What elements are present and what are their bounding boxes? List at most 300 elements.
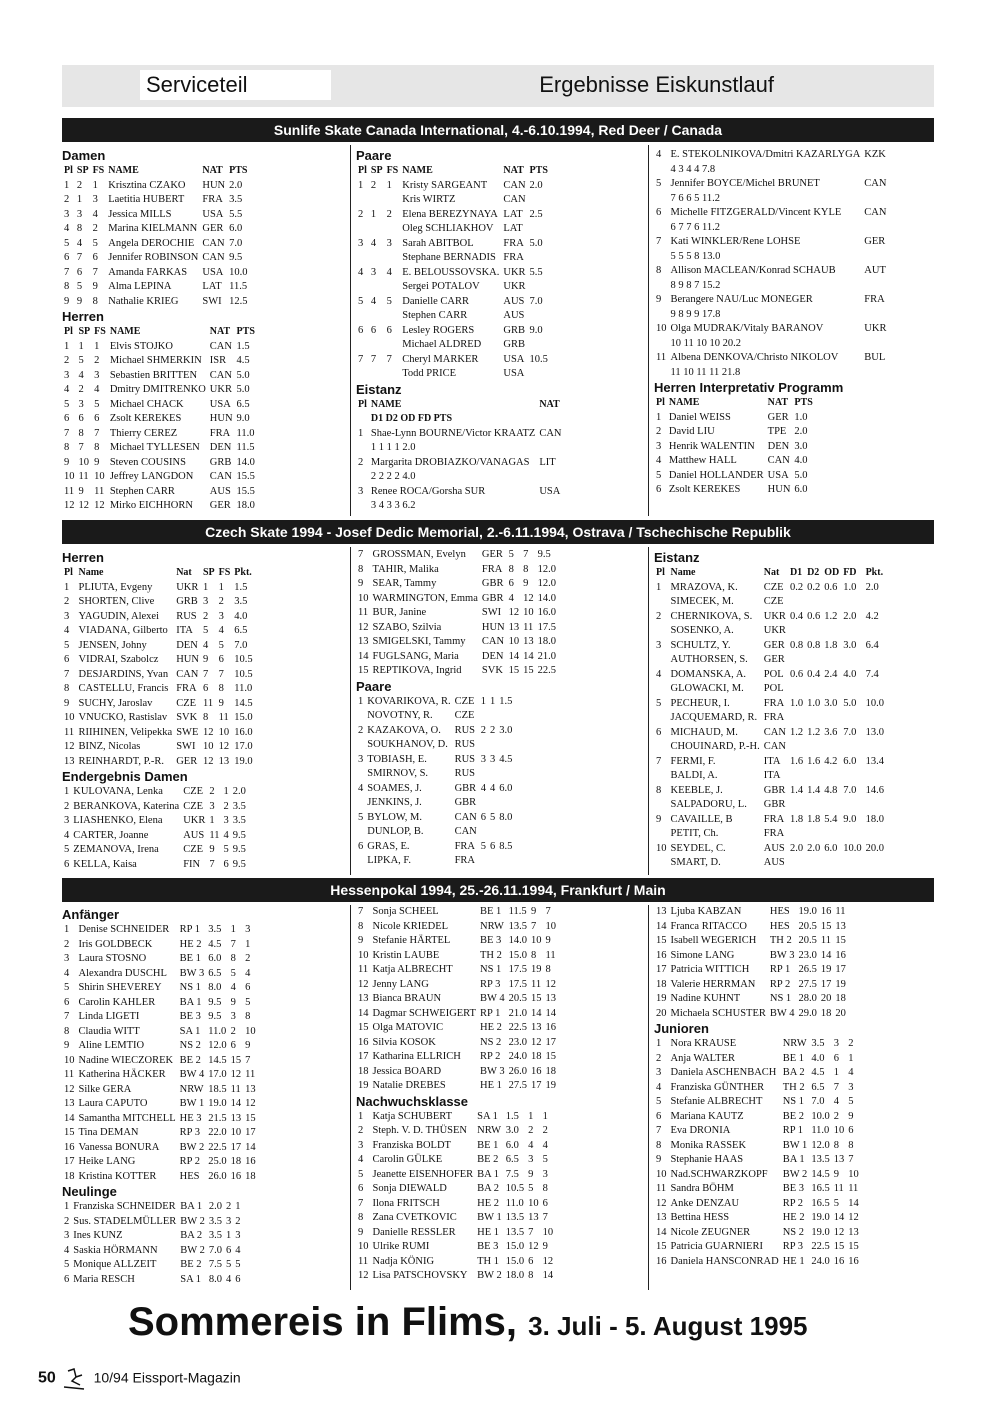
table-cell: [369, 280, 385, 295]
table-cell: KOVARIKOVA, R.: [367, 695, 451, 707]
table-cell: SWI: [481, 607, 502, 618]
table-cell: 15.0: [505, 1241, 525, 1252]
table-row: [62, 726, 255, 741]
table-cell: Claudia WITT: [78, 1025, 140, 1037]
table-row: [62, 1200, 242, 1215]
table-row: [356, 825, 514, 840]
table-cell: [488, 709, 497, 724]
table-cell: 13: [230, 1112, 242, 1124]
table-cell: 1: [542, 1110, 548, 1122]
table-cell: [788, 827, 805, 842]
table-cell: 12: [64, 1083, 75, 1095]
table-cell: 4: [370, 237, 377, 249]
table-cell: Daniela ASCHENBACH: [670, 1067, 777, 1078]
table-cell: BA 1: [180, 1201, 203, 1212]
table-row: [62, 1126, 258, 1141]
table-cell: 2: [64, 1215, 70, 1227]
table-cell: 2.0: [789, 842, 804, 854]
table-cell: NOVOTNY, R.: [367, 710, 433, 721]
table-row: [654, 1095, 861, 1110]
table-cell: 11.5: [229, 281, 248, 292]
table-cell: 2: [542, 1125, 548, 1136]
table-cell: 13: [545, 993, 556, 1004]
table-row: [62, 1244, 242, 1259]
results-table: [62, 1200, 242, 1287]
ice-dance-table: [654, 148, 888, 380]
table-cell: Pl: [64, 326, 73, 337]
table-cell: Michael SHMERKIN: [109, 355, 202, 366]
table-cell: Cheryl MARKER: [402, 353, 479, 365]
table-cell: 10: [358, 592, 369, 604]
table-cell: Pl: [656, 567, 665, 578]
table-cell: 8: [545, 964, 551, 975]
table-cell: [356, 854, 365, 869]
table-row: [654, 322, 888, 337]
table-cell: 1.2: [824, 610, 838, 622]
table-cell: [805, 769, 822, 784]
table-cell: [805, 827, 822, 842]
table-row: [654, 1197, 861, 1212]
table-cell: LAT: [202, 281, 222, 292]
table-cell: Name: [78, 567, 104, 578]
table-cell: 2: [235, 1215, 241, 1227]
table-cell: USA: [503, 368, 525, 379]
table-cell: 12: [530, 1036, 542, 1048]
table-cell: NAME: [370, 398, 402, 410]
table-cell: 4: [223, 829, 229, 841]
table-cell: 8: [542, 1183, 548, 1194]
category-title: Paare: [356, 148, 392, 163]
table-cell: 16: [230, 1170, 242, 1182]
table-cell: 1.0: [807, 697, 821, 709]
table-cell: Linda LIGETI: [78, 1011, 140, 1022]
table-cell: 13.0: [865, 726, 884, 738]
table-cell: 9: [358, 1226, 364, 1238]
table-cell: 6.0: [843, 755, 857, 767]
table-cell: 4: [78, 369, 84, 381]
table-row: [654, 668, 886, 683]
table-cell: 19.0: [811, 1212, 830, 1223]
table-cell: 18: [820, 1007, 832, 1019]
table-cell: CAN: [864, 207, 887, 218]
table-row: [62, 800, 248, 815]
table-cell: 13: [848, 1226, 859, 1238]
table-row: [356, 1124, 555, 1139]
table-cell: 26.0: [508, 1065, 527, 1077]
table-cell: 7: [848, 1154, 854, 1165]
table-cell: Valerie HERRMAN: [670, 978, 756, 990]
table-cell: 16.0: [537, 607, 557, 618]
table-cell: [356, 338, 369, 353]
table-cell: 8: [530, 949, 537, 961]
table-cell: USA: [767, 469, 789, 481]
table-cell: 7.0: [529, 295, 543, 307]
table-row: [62, 237, 249, 252]
table-cell: 10: [528, 1197, 539, 1209]
table-cell: SA 1: [477, 1110, 498, 1122]
table-cell: Silvia KOSOK: [372, 1036, 436, 1048]
table-row: [356, 324, 550, 339]
table-cell: RIIHINEN, Velipekka: [78, 726, 173, 738]
table-cell: [356, 499, 369, 514]
table-cell: 2.0: [807, 842, 821, 854]
table-cell: AUS: [503, 295, 525, 307]
table-cell: Todd PRICE: [402, 368, 457, 379]
table-cell: 6: [542, 1197, 548, 1209]
table-cell: Lisa PATSCHOVSKY: [372, 1270, 468, 1281]
table-cell: 1: [76, 194, 83, 205]
table-cell: 4: [64, 625, 70, 636]
table-cell: 16.5: [811, 1183, 830, 1194]
table-cell: 17.5: [508, 978, 527, 990]
table-cell: 6: [64, 654, 70, 665]
table-cell: 4.2: [824, 755, 838, 767]
table-cell: GER: [202, 223, 224, 234]
table-cell: 5: [358, 295, 364, 307]
table-cell: GROSSMAN, Evelyn: [372, 549, 466, 560]
table-cell: FRA: [763, 813, 785, 825]
table-row: [356, 664, 558, 679]
table-cell: Thierry CEREZ: [109, 427, 178, 439]
table-row: [654, 1182, 861, 1197]
table-cell: 10: [508, 636, 520, 647]
table-cell: 1: [480, 695, 487, 707]
table-cell: 6: [225, 1244, 232, 1256]
table-row: [356, 470, 564, 485]
table-cell: [356, 825, 365, 840]
table-cell: 3.0: [499, 724, 513, 736]
table-cell: 19.0: [811, 1226, 830, 1238]
table-cell: 0.4: [789, 610, 804, 622]
table-row: [356, 222, 550, 237]
table-cell: 9: [542, 1241, 548, 1252]
table-cell: Kristina KOTTER: [78, 1170, 157, 1182]
table-row: [356, 367, 550, 382]
table-cell: 14.5: [811, 1168, 830, 1180]
table-cell: Nora KRAUSE: [670, 1038, 737, 1049]
table-cell: HUN: [209, 413, 233, 424]
table-row: [62, 499, 257, 514]
table-row: [62, 1155, 258, 1170]
table-cell: 9: [656, 1154, 662, 1165]
table-cell: FRA: [454, 840, 476, 852]
table-cell: [862, 250, 888, 265]
table-cell: PECHEUR, I.: [670, 697, 730, 709]
table-cell: 10: [94, 471, 105, 482]
table-cell: 4: [64, 1244, 70, 1256]
table-cell: Sonja DIEWALD: [372, 1183, 447, 1194]
table-cell: CHERNIKOVA, S.: [670, 610, 753, 622]
table-row: [654, 1255, 861, 1270]
table-cell: 17: [230, 1141, 242, 1153]
table-cell: 13.5: [505, 1226, 525, 1238]
table-cell: 19: [545, 1080, 556, 1091]
table-row: [356, 338, 550, 353]
table-cell: 1: [64, 340, 70, 352]
table-cell: D2: [807, 567, 820, 578]
table-cell: 12: [218, 741, 230, 752]
table-cell: 7: [523, 549, 529, 560]
table-cell: 8: [848, 1139, 854, 1151]
table-cell: 13: [358, 993, 369, 1004]
table-cell: DEN: [767, 440, 790, 452]
table-cell: [862, 221, 888, 236]
table-cell: Bianca BRAUN: [372, 993, 442, 1004]
table-cell: 1: [848, 1052, 854, 1064]
table-cell: 16: [835, 949, 846, 961]
table-row: [654, 1139, 861, 1154]
table-row: [356, 650, 558, 665]
table-cell: ITA: [176, 625, 193, 636]
table-row: [62, 981, 258, 996]
table-cell: [788, 595, 805, 610]
table-row: [654, 992, 848, 1007]
table-cell: 13: [530, 1022, 542, 1033]
table-cell: 5: [358, 1168, 364, 1180]
table-cell: SP: [76, 165, 89, 176]
table-cell: 7: [358, 906, 364, 917]
table-cell: 3.5: [208, 1215, 222, 1227]
table-cell: 17.0: [234, 741, 253, 752]
table-cell: GBR: [481, 578, 504, 589]
table-row: [654, 148, 888, 163]
table-cell: 2: [230, 1025, 236, 1037]
table-row: [654, 221, 888, 236]
table-cell: 4: [508, 592, 514, 604]
table-cell: Kristy SARGEANT: [402, 179, 488, 191]
table-cell: 0.4: [807, 668, 821, 680]
table-cell: 3: [78, 398, 84, 410]
table-cell: HES: [769, 906, 790, 917]
table-cell: 19.0: [234, 755, 253, 767]
table-cell: SEYDEL, C.: [670, 842, 726, 854]
table-cell: PTS: [529, 165, 548, 176]
table-cell: 5 5 5 8 13.0: [670, 250, 721, 262]
table-row: [62, 595, 255, 610]
table-cell: 0.8: [789, 639, 804, 651]
table-cell: 12: [78, 500, 89, 511]
table-row: [62, 952, 258, 967]
table-cell: 5: [64, 639, 70, 651]
table-cell: BW 1: [477, 1212, 502, 1223]
table-cell: 6.0: [499, 782, 513, 794]
table-cell: CZE: [454, 710, 475, 721]
table-cell: CZE: [176, 697, 197, 709]
table-row: [62, 340, 257, 355]
table-cell: TPE: [767, 426, 787, 437]
table-cell: 1: [370, 208, 377, 220]
table-cell: Allison MACLEAN/Konrad SCHAUB: [670, 265, 836, 276]
table-cell: Sonja SCHEEL: [372, 906, 439, 917]
table-cell: BE 3: [179, 1011, 201, 1022]
table-cell: 16: [530, 1065, 542, 1077]
table-cell: 6.0: [208, 953, 222, 964]
table-cell: [862, 192, 888, 207]
table-cell: 13.4: [865, 755, 884, 767]
table-cell: ITA: [763, 755, 781, 767]
table-cell: 3.6: [824, 726, 838, 738]
table-cell: 7: [64, 266, 70, 278]
table-cell: Isabell WEGERICH: [670, 935, 757, 946]
table-cell: [479, 709, 488, 724]
table-row: [62, 251, 249, 266]
table-cell: 1: [92, 179, 98, 191]
table-row: [356, 1021, 558, 1036]
table-cell: PTS: [229, 165, 248, 176]
table-cell: 2: [64, 355, 70, 366]
table-row: [62, 639, 255, 654]
table-cell: 1.2: [807, 726, 821, 738]
table-cell: SZABO, Szilvia: [372, 621, 442, 633]
table-cell: 10: [230, 1127, 242, 1138]
table-cell: 17.0: [208, 1069, 227, 1080]
table-row: [356, 1139, 555, 1154]
table-cell: Jeanette EISENHOFER: [372, 1168, 474, 1180]
s2-col1: [62, 550, 347, 872]
table-cell: [479, 796, 488, 811]
table-cell: CAN: [202, 252, 225, 263]
table-cell: 8: [64, 281, 70, 292]
table-cell: 10: [245, 1025, 256, 1037]
table-cell: 2: [76, 179, 83, 191]
s3-col2: [356, 905, 646, 1284]
table-row: [356, 1168, 555, 1183]
table-cell: Stephane BERNADIS: [402, 252, 496, 263]
table-cell: SOSENKO, A.: [670, 625, 734, 636]
table-cell: SMIRNOV, S.: [367, 768, 429, 779]
table-cell: [841, 624, 863, 639]
table-row: [356, 695, 514, 710]
table-cell: 13.5: [505, 1212, 525, 1223]
table-cell: 5: [92, 237, 98, 249]
table-cell: [805, 595, 822, 610]
table-cell: KELLA, Kaisa: [73, 858, 137, 870]
table-cell: NAME: [109, 326, 141, 337]
table-cell: BE 2: [180, 1259, 202, 1270]
table-cell: Amanda FARKAS: [108, 266, 188, 278]
category-title: Paare: [356, 678, 392, 694]
table-cell: 7: [545, 906, 551, 917]
table-cell: 4.5: [208, 938, 222, 950]
table-cell: [864, 769, 886, 784]
table-cell: 11: [358, 607, 369, 618]
table-cell: 2.4: [824, 668, 838, 680]
table-cell: 2: [490, 724, 496, 736]
table-row: [356, 499, 564, 514]
table-cell: FRA: [763, 712, 785, 723]
table-cell: 1: [656, 1038, 662, 1049]
table-cell: GER: [864, 236, 886, 247]
table-cell: Margarita DROBIAZKO/VANAGAS: [370, 456, 530, 468]
table-cell: [654, 163, 669, 178]
table-cell: 5.4: [824, 813, 838, 825]
table-cell: Kristin LAUBE: [372, 949, 440, 961]
table-cell: FS: [218, 567, 231, 578]
table-cell: Maria RESCH: [73, 1273, 135, 1285]
category-title: Herren Interpretativ Programm: [654, 380, 844, 395]
table-cell: 1.8: [807, 813, 821, 825]
table-cell: 1.6: [789, 755, 804, 767]
table-cell: 7: [656, 236, 662, 247]
table-cell: DEN: [209, 442, 232, 453]
table-cell: 2: [358, 208, 364, 220]
table-row: [62, 1083, 258, 1098]
table-cell: [488, 854, 497, 869]
table-cell: 3: [64, 610, 70, 622]
table-cell: 2: [223, 800, 229, 812]
table-cell: LIASHENKO, Elena: [73, 815, 163, 826]
table-cell: 1: [223, 786, 229, 797]
table-cell: [654, 192, 669, 207]
table-cell: Lesley ROGERS: [402, 324, 475, 336]
table-cell: 9: [523, 578, 529, 589]
table-cell: Franca RITACCO: [670, 920, 747, 932]
table-cell: 3: [225, 1215, 232, 1227]
table-cell: [841, 740, 863, 755]
table-cell: 11.0: [811, 1125, 830, 1136]
table-cell: GER: [481, 549, 503, 560]
table-cell: 21.0: [508, 1007, 527, 1019]
table-cell: USA: [209, 398, 231, 410]
table-cell: 3: [94, 369, 100, 381]
table-cell: Carolin GÜLKE: [372, 1154, 443, 1165]
table-cell: 4: [218, 625, 224, 636]
table-cell: UKR: [763, 625, 786, 636]
table-cell: Stefanie HÄRTEL: [372, 935, 451, 946]
table-cell: [822, 711, 841, 726]
table-cell: Nat: [176, 567, 192, 578]
table-cell: Nathalie KRIEG: [108, 295, 179, 307]
table-row: [356, 1050, 558, 1065]
table-row: [62, 1112, 258, 1127]
table-header-row: [62, 566, 255, 581]
table-row: [356, 563, 558, 578]
table-cell: 12: [523, 592, 534, 604]
table-cell: 1.4: [789, 784, 804, 796]
table-cell: 3.0: [505, 1125, 519, 1136]
table-row: [62, 222, 249, 237]
table-cell: 2.0: [208, 1201, 222, 1212]
table-cell: 14: [656, 1226, 667, 1238]
table-cell: CZE: [763, 596, 784, 607]
table-row: [654, 454, 815, 469]
table-row: [356, 1211, 555, 1226]
table-cell: Jennifer ROBINSON: [108, 252, 199, 263]
table-cell: [385, 309, 401, 324]
table-cell: HE 1: [782, 1255, 805, 1267]
table-cell: 16: [64, 1141, 75, 1153]
table-cell: 8: [528, 1270, 534, 1281]
table-cell: 21.0: [537, 650, 557, 662]
table-cell: 10: [656, 1168, 667, 1180]
table-cell: 4: [358, 1154, 364, 1165]
table-cell: 2.0: [843, 610, 857, 622]
table-header-row: [356, 164, 550, 179]
table-cell: 4: [656, 1081, 662, 1093]
table-cell: Steph. V. D. THÜSEN: [372, 1125, 468, 1136]
table-cell: [788, 624, 805, 639]
table-cell: 3: [202, 596, 209, 607]
table-cell: 16: [358, 1036, 369, 1048]
table-cell: FIN: [183, 858, 201, 870]
table-row: [356, 1007, 558, 1022]
table-cell: 3: [480, 753, 487, 765]
table-cell: 3: [64, 953, 70, 964]
table-cell: 17: [545, 1036, 556, 1048]
table-row: [654, 624, 886, 639]
table-cell: ITA: [763, 770, 781, 781]
table-cell: 15: [833, 1241, 845, 1252]
